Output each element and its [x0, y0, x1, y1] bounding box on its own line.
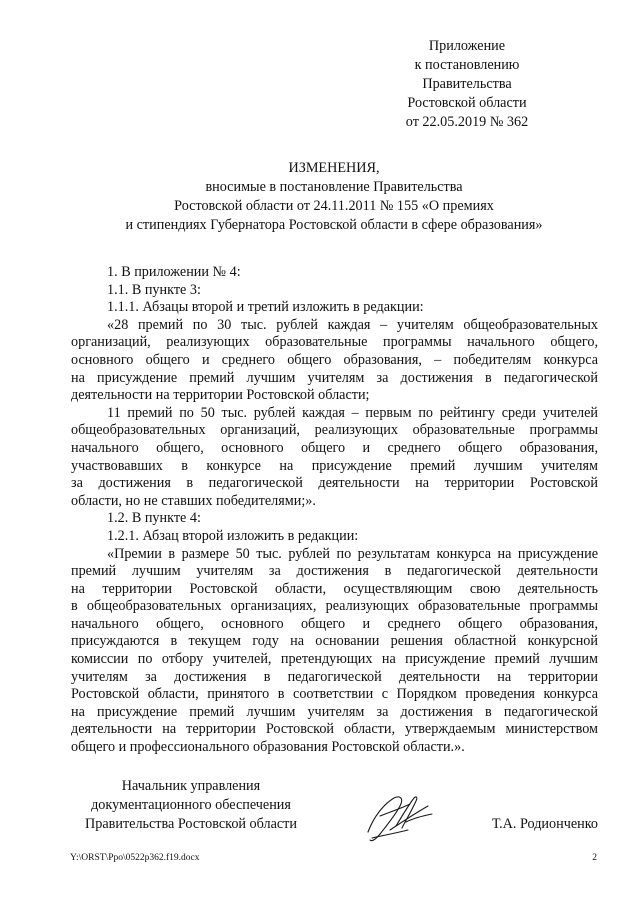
body-line: начального общего, основного общего и среднего общего образования,	[71, 439, 598, 456]
body-line: в общеобразовательных организациях, реализующих образовательные программы	[71, 598, 598, 615]
heading-line: и стипендиях Губернатора Ростовской области в сфере образования»	[125, 217, 543, 233]
body-line: 1.2.1. Абзац второй изложить в редакции:	[107, 527, 359, 544]
body-line: за достижения в педагогической деятельности на территории Ростовской	[71, 475, 598, 492]
appendix-line: Приложение	[428, 38, 506, 54]
body-line: области, но не ставших победителями;».	[71, 492, 316, 509]
appendix-line: Ростовской области	[407, 95, 527, 111]
body-line: основного общего и среднего общего образования, – победителям конкурса	[71, 351, 598, 368]
document-body	[71, 264, 598, 757]
heading-line: вносимые в постановление Правительства	[205, 179, 463, 195]
body-line: деятельности на территории Ростовской области;	[71, 387, 370, 404]
body-line: общеобразовательных организаций, реализующих образовательные программы	[71, 422, 598, 439]
body-line: на присуждение премий лучшим учителям за достижения в педагогической	[71, 703, 598, 720]
body-line: участвовавших в конкурсе на присуждение премий лучшим учителям	[71, 457, 598, 474]
body-line: присуждаются в текущем году на основании решения областной конкурсной	[71, 633, 598, 650]
appendix-line: к постановлению	[414, 57, 520, 73]
page-number: 2	[592, 853, 597, 863]
body-line: общего и профессионального образования Ростовской области.».	[71, 739, 465, 756]
handwritten-signature-icon	[350, 786, 450, 850]
body-line: учителям за достижения в педагогической деятельности на территории	[71, 668, 598, 685]
body-line: комиссии по отбору учителей, претендующих на присуждение премий лучшим	[71, 651, 598, 668]
body-line: 1.1.1. Абзацы второй и третий изложить в редакции:	[107, 299, 424, 316]
position-line: Правительства Ростовской области	[85, 816, 297, 832]
body-line: 1.1. В пункте 3:	[107, 281, 201, 298]
body-line: 1. В приложении № 4:	[107, 264, 241, 280]
body-line: организаций, реализующих образовательные программы начального общего,	[71, 334, 598, 351]
heading-title: ИЗМЕНЕНИЯ,	[288, 160, 380, 176]
appendix-block	[367, 37, 567, 132]
footer-file-path: Y:\ORST\Ppo\0522p362.f19.docx	[70, 853, 200, 863]
appendix-line: от 22.05.2019 № 362	[405, 114, 529, 130]
body-line: на территории Ростовской области, осуществляющим свою деятельность	[71, 580, 598, 597]
position-line: Начальник управления	[121, 778, 261, 794]
heading-line: Ростовской области от 24.11.2011 № 155 «О премиях	[174, 198, 494, 214]
body-line: начального общего, основного общего и среднего общего образования,	[71, 615, 598, 632]
body-line: на присуждение премий лучшим учителям за достижения в педагогической	[71, 369, 598, 386]
body-line: Ростовской области, принятого в соответствии с Порядком проведения конкурса	[71, 686, 598, 703]
position-line: документационного обеспечения	[91, 797, 291, 813]
signatory-name: Т.А. Родионченко	[491, 816, 598, 832]
appendix-line: Правительства	[422, 76, 512, 92]
body-line: «28 премий по 30 тыс. рублей каждая – учителям общеобразовательных	[107, 316, 598, 333]
body-line: «Премии в размере 50 тыс. рублей по результатам конкурса на присуждение	[107, 545, 598, 562]
body-line: премий лучшим учителям за достижения в педагогической деятельности	[71, 563, 598, 580]
signatory-position	[71, 777, 311, 834]
document-heading	[70, 159, 598, 235]
body-line: 11 премий по 50 тыс. рублей каждая – первым по рейтингу среди учителей	[107, 404, 598, 421]
body-line: 1.2. В пункте 4:	[107, 510, 201, 527]
body-line: деятельности на территории Ростовской области, утверждаемым министерством	[71, 721, 598, 738]
